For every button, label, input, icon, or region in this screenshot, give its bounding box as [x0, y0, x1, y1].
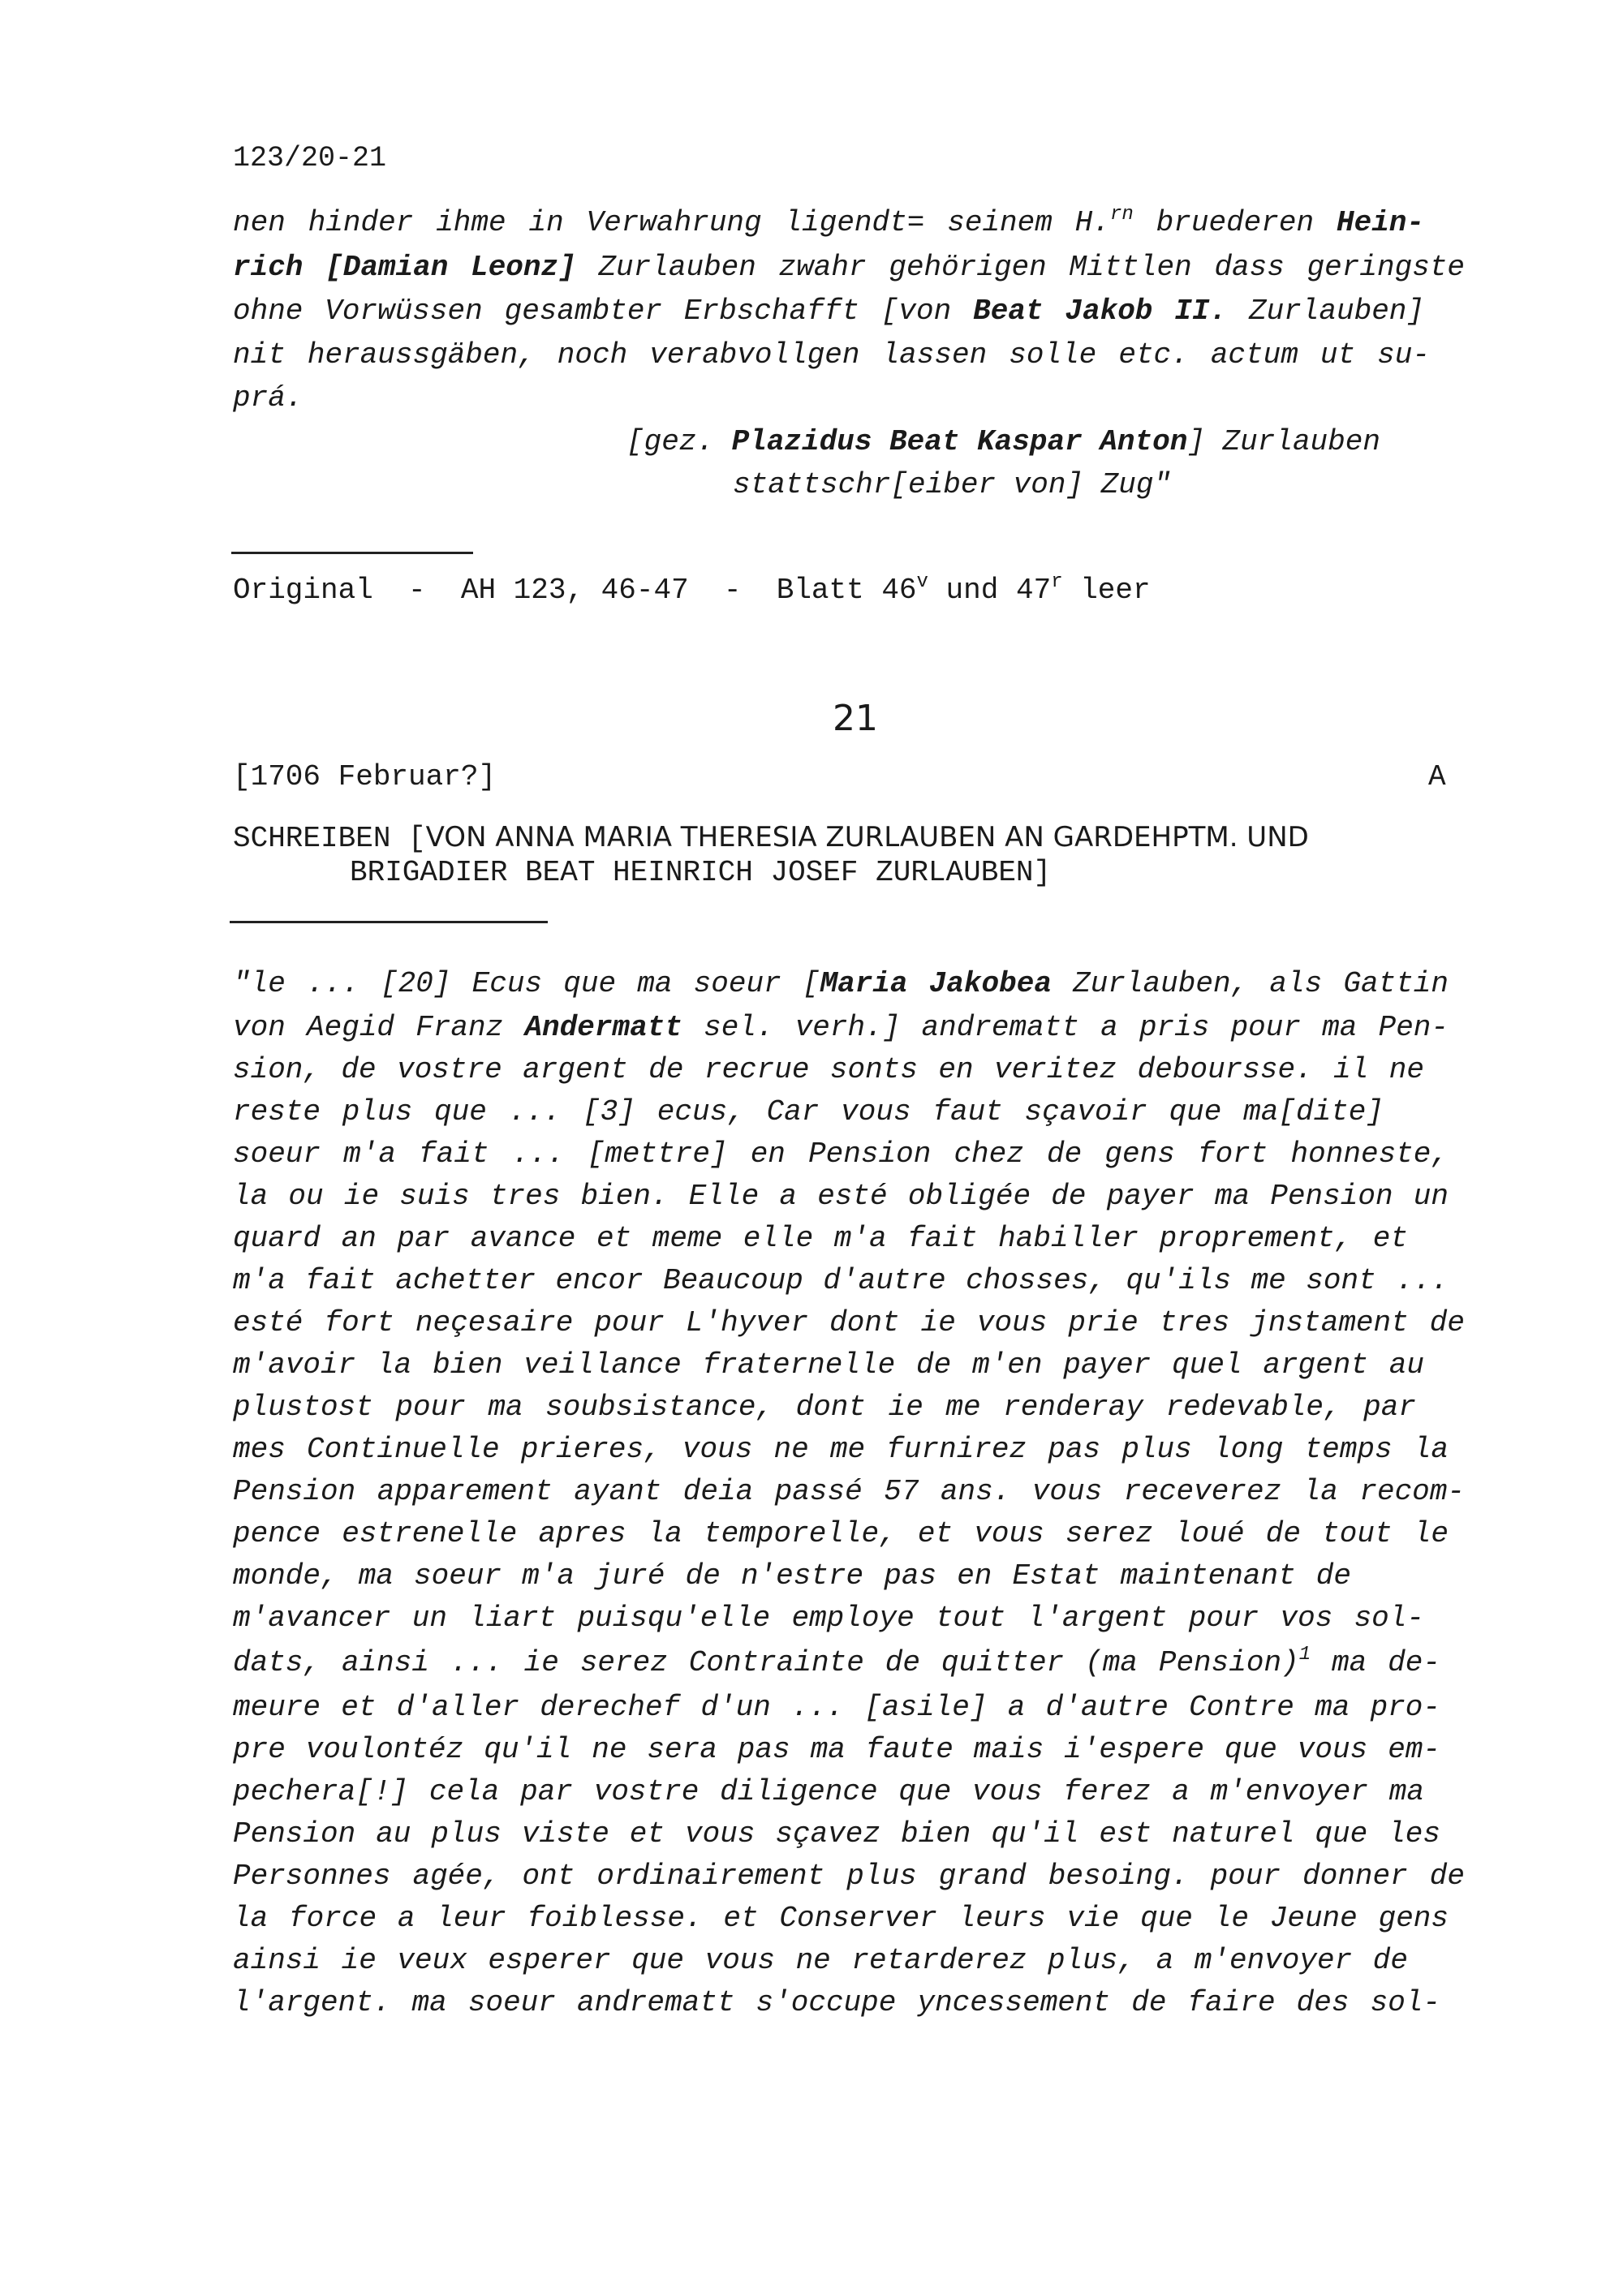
body-line-8: m'a fait achetter encor Beaucoup d'autre chosses, qu'ils me sont ... [233, 1264, 1449, 1297]
body-line-2: von Aegid Franz Andermatt sel. verh.] andrematt a pris pour ma Pen- [233, 1011, 1449, 1044]
body-line-24: ainsi ie veux esperer que vous ne retarderez plus, a m'envoyer de [233, 1944, 1408, 1977]
document-title-line-2: BRIGADIER BEAT HEINRICH JOSEF ZURLAUBEN] [350, 856, 1052, 889]
body-line-4: reste plus que ... [3] ecus, Car vous faut sçavoir que ma[dite] [233, 1095, 1384, 1129]
body-line-1: "le ... [20] Ecus que ma soeur [Maria Jakobea Zurlauben, als Gattin [233, 967, 1449, 1000]
source-note: Original - AH 123, 46-47 - Blatt 46$^v$ und 47$^r$ leer [233, 571, 1151, 607]
body-line-23: la force a leur foiblesse. et Conserver leurs vie que le Jeune gens [233, 1902, 1449, 1935]
body-line-14: pence estrenelle apres la temporelle, et vous serez loué de tout le [233, 1517, 1449, 1550]
body-line-17: dats, ainsi ... ie serez Contrainte de quitter (ma Pension)$^1$ ma de- [233, 1644, 1441, 1679]
body-line-6: la ou ie suis tres bien. Elle a esté obligée de payer ma Pension un [233, 1180, 1449, 1213]
title-rule [230, 921, 548, 923]
signature-line-1: [gez. Plazidus Beat Kaspar Anton] Zurlauben [626, 425, 1380, 458]
prev-text-line-2: rich [Damian Leonz] Zurlauben zwahr gehörigen Mittlen dass geringste [233, 251, 1466, 284]
body-line-19: pre voulontéz qu'il ne sera pas ma faute mais i'espere que vous em- [233, 1733, 1440, 1766]
body-line-18: meure et d'aller derechef d'un ... [asile] a d'autre Contre ma pro- [233, 1691, 1440, 1724]
document-title-line-1: SCHREIBEN [VON ANNA MARIA THERESIA ZURLAUBEN AN GARDEHPTM. UND [233, 821, 1309, 855]
document-letter: A [1428, 760, 1446, 793]
prev-text-line-1: nen hinder ihme in Verwahrung ligendt= seinem H.$^{rn}$ bruederen Hein- [233, 204, 1425, 239]
body-line-10: m'avoir la bien veillance fraternelle de m'en payer quel argent au [233, 1348, 1424, 1382]
body-line-13: Pension apparement ayant deia passé 57 ans. vous receverez la recom- [233, 1475, 1465, 1508]
body-line-5: soeur m'a fait ... [mettre] en Pension chez de gens fort honneste, [233, 1137, 1449, 1171]
body-line-11: plustost pour ma soubsistance, dont ie me renderay redevable, par [233, 1391, 1416, 1424]
signature-line-2: stattschr[eiber von] Zug" [733, 468, 1172, 501]
body-line-16: m'avancer un liart puisqu'elle employe tout l'argent pour vos sol- [233, 1602, 1424, 1635]
body-line-25: l'argent. ma soeur andrematt s'occupe yncessement de faire des sol- [233, 1986, 1440, 2019]
document-date: [1706 Februar?] [233, 760, 497, 793]
body-line-20: pechera[!] cela par vostre diligence que vous ferez a m'envoyer ma [233, 1775, 1424, 1808]
page-reference: 123/20-21 [233, 142, 387, 174]
document-number: 21 [833, 698, 878, 739]
footnote-rule [231, 552, 473, 554]
body-line-15: monde, ma soeur m'a juré de n'estre pas en Estat maintenant de [233, 1559, 1351, 1593]
body-line-3: sion, de vostre argent de recrue sonts en veritez deboursse. il ne [233, 1053, 1424, 1086]
body-line-12: mes Continuelle prieres, vous ne me furnirez pas plus long temps la [233, 1433, 1449, 1466]
prev-text-line-3: ohne Vorwüssen gesambter Erbschafft [von Beat Jakob II. Zurlauben] [233, 295, 1425, 328]
body-line-9: esté fort neçesaire pour L'hyver dont ie vous prie tres jnstament de [233, 1306, 1465, 1339]
body-line-21: Pension au plus viste et vous sçavez bien qu'il est naturel que les [233, 1817, 1440, 1851]
body-line-7: quard an par avance et meme elle m'a fait habiller proprement, et [233, 1222, 1408, 1255]
prev-text-line-4: nit heraussgäben, noch verabvollgen lassen solle etc. actum ut su- [233, 338, 1430, 372]
body-line-22: Personnes agée, ont ordinairement plus grand besoing. pour donner de [233, 1860, 1465, 1893]
prev-text-line-5: prá. [233, 381, 304, 415]
